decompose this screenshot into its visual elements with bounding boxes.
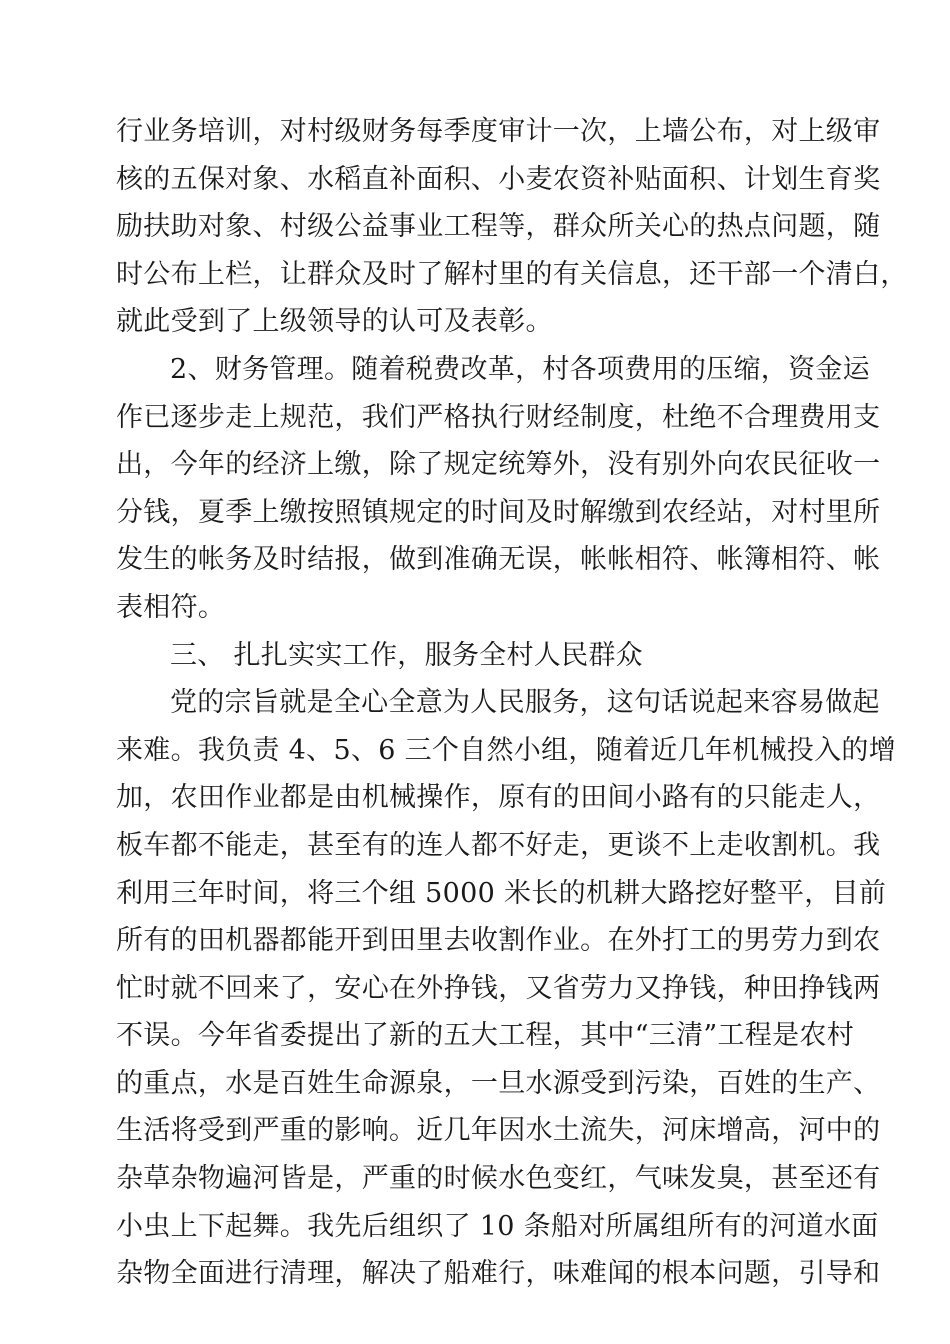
text-line: 忙时就不回来了，安心在外挣钱，又省劳力又挣钱，种田挣钱两: [116, 972, 881, 1004]
text-line: 利用三年时间，将三个组 5000 米长的机耕大路挖好整平，目前: [116, 877, 887, 909]
text-line: 板车都不能走，甚至有的连人都不好走，更谈不上走收割机。我: [116, 829, 881, 861]
text-line: 出，今年的经济上缴，除了规定统筹外，没有别外向农民征收一: [116, 449, 881, 481]
text-line: 所有的田机器都能开到田里去收割作业。在外打工的男劳力到农: [116, 925, 881, 957]
text-line: 杂物全面进行清理，解决了船难行，味难闻的根本问题，引导和: [116, 1258, 881, 1290]
text-line: 生活将受到严重的影响。近几年因水土流失，河床增高，河中的: [116, 1115, 881, 1147]
text-line: 行业务培训，对村级财务每季度审计一次，上墙公布，对上级审: [116, 116, 881, 147]
text-line: 杂草杂物遍河皆是，严重的时候水色变红，气味发臭，甚至还有: [116, 1163, 881, 1195]
text-line: 表相符。: [116, 591, 226, 623]
text-line: 励扶助对象、村级公益事业工程等，群众所关心的热点问题，随: [116, 211, 881, 243]
text-line: 的重点，水是百姓生命源泉，一旦水源受到污染，百姓的生产、: [116, 1067, 881, 1099]
paragraph-start-line: 2、财务管理。随着税费改革，村各项费用的压缩，资金运: [170, 353, 870, 385]
text-line: 核的五保对象、水稻直补面积、小麦农资补贴面积、计划生育奖: [116, 163, 881, 195]
section-heading: 三、 扎扎实实工作，服务全村人民群众: [170, 639, 643, 671]
text-line: 来难。我负责 4、5、6 三个自然小组，随着近几年机械投入的增: [116, 734, 896, 766]
text-line: 发生的帐务及时结报，做到准确无误，帐帐相符、帐簿相符、帐: [116, 544, 881, 576]
text-line: 时公布上栏，让群众及时了解村里的有关信息，还干部一个清白，: [116, 258, 908, 290]
text-line: 加，农田作业都是由机械操作，原有的田间小路有的只能走人，: [116, 782, 881, 814]
text-line: 就此受到了上级领导的认可及表彰。: [116, 306, 553, 338]
paragraph-start-line: 党的宗旨就是全心全意为人民服务，这句话说起来容易做起: [170, 687, 880, 719]
body-text: [116, 108, 908, 1298]
text-line: 作已逐步走上规范，我们严格执行财经制度，杜绝不合理费用支: [116, 401, 881, 433]
text-line: 分钱，夏季上缴按照镇规定的时间及时解缴到农经站，对村里所: [116, 496, 881, 528]
text-line: 不误。今年省委提出了新的五大工程，其中“三清”工程是农村: [116, 1020, 855, 1052]
text-line: 小虫上下起舞。我先后组织了 10 条船对所属组所有的河道水面: [116, 1210, 879, 1242]
